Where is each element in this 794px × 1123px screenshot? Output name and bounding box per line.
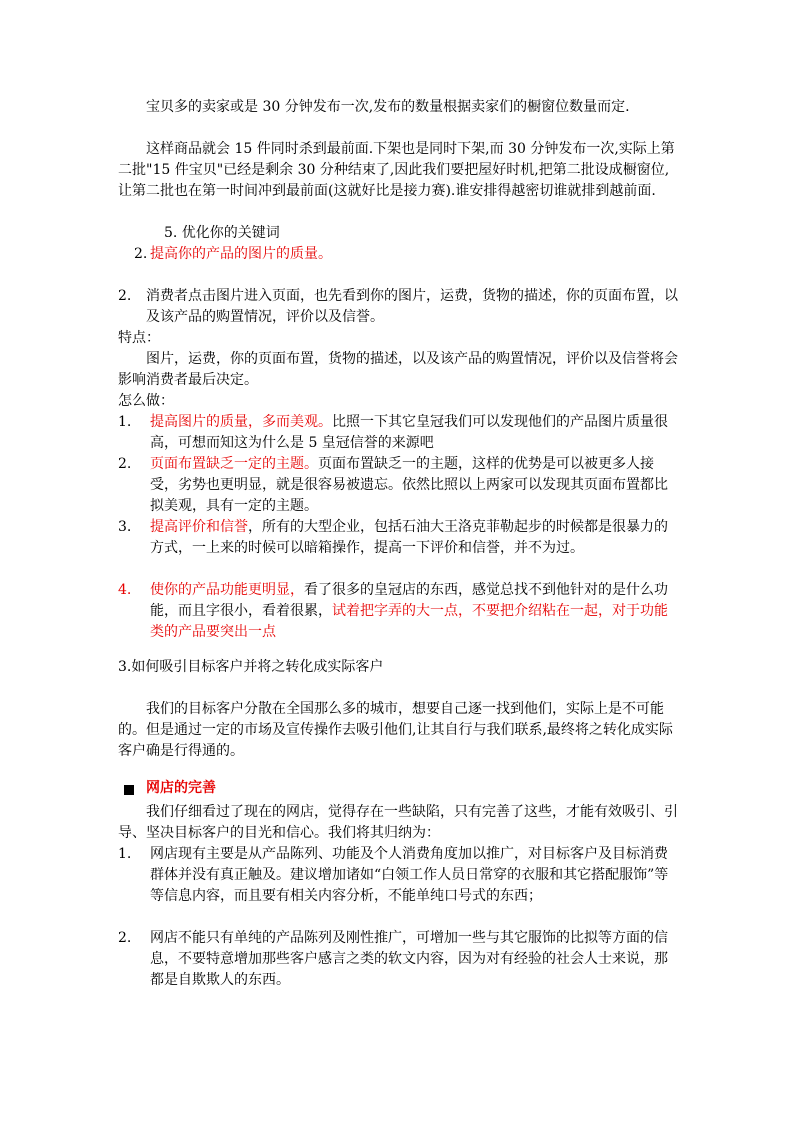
list-number: 1. — [118, 846, 132, 862]
highlight-text-2: 试着把字弄的大一点，不要把介绍粘在一起，对于功能类的产品要突出一点 — [150, 603, 668, 640]
highlight-text: 提高评价和信誉 — [150, 519, 248, 535]
body-text: ，所有的大型企业，包括石油大王洛克菲勒起步的时候都是很暴力的方式，一上来的时候可以暗箱操作，提高一下评价和信誉，并不为过。 — [150, 519, 668, 556]
label-how-to: 怎么做： — [118, 393, 174, 409]
list-text: 网店不能只有单纯的产品陈列及刚性推广，可增加一些与其它服饰的比拟等方面的信息，不要特意增加那些客户感言之类的软文内容，因为对有经验的社会人士来说，那都是自欺欺人的东西。 — [150, 930, 668, 988]
section-heading-shop-improvement: 网店的完善 — [146, 780, 216, 796]
label-features: 特点： — [118, 330, 160, 346]
body-text: 比照一下其它皇冠我们可以发现他们的产品图片质量很高，可想而知这为什么是 5 皇冠信誉的来源吧 — [150, 414, 668, 451]
list-number: 1. — [118, 414, 132, 430]
list-text: 网店现有主要是从产品陈列、功能及个人消费角度加以推广，对目标客户及目标消费群体并没有真正触及。建议增加诸如“白领工作人员日常穿的衣服和其它搭配服饰”等等信息内容，而且要有相关内容分析，不能单纯口号式的东西； — [150, 846, 669, 904]
paragraph-features: 图片，运费，你的页面布置，货物的描述，以及该产品的购置情况，评价以及信誉将会影响消费者最后决定。 — [118, 351, 678, 388]
list-number: 2. — [118, 288, 132, 304]
list-number: 4. — [118, 582, 132, 598]
square-bullet-icon — [124, 785, 134, 795]
list-text — [150, 517, 678, 559]
list-text — [150, 412, 678, 454]
list-number: 3. — [118, 519, 132, 535]
list-text — [150, 580, 678, 643]
list-number: 2. — [118, 930, 132, 946]
paragraph-target-customers: 我们的目标客户分散在全国那么多的城市，想要自己逐一找到他们，实际上是不可能的。但是通过一定的市场及宣传操作去吸引他们,让其自行与我们联系,最终将之转化成实际客户确是行得通的。 — [118, 701, 673, 759]
highlight-text: 提高图片的质量，多而美观。 — [150, 414, 332, 430]
list-text — [150, 454, 678, 517]
paragraph-shop-defects: 我们仔细看过了现在的网店，觉得存在一些缺陷，只有完善了这些，才能有效吸引、引导、坚决目标客户的目光和信心。我们将其归纳为： — [118, 804, 678, 841]
list-text: 提高你的产品的图片的质量。 — [150, 246, 332, 262]
body-text: 看了很多的皇冠店的东西，感觉总找不到他针对的是什么功能，而且字很小，看着很累， — [150, 582, 668, 619]
list-number: 2. — [134, 246, 148, 262]
highlight-text: 页面布置缺乏一定的主题。 — [150, 456, 318, 472]
body-text: 页面布置缺乏一的主题，这样的优势是可以被更多人接受，劣势也更明显，就是很容易被遗忘。依然比照以上两家可以发现其页面布置都比拟美观，具有一定的主题。 — [150, 456, 668, 514]
heading-attract-customers: 3.如何吸引目标客户并将之转化成实际客户 — [118, 659, 384, 675]
paragraph-simultaneous-listing: 这样商品就会 15 件同时杀到最前面.下架也是同时下架,而 30 分钟发布一次,实际上第二批"15 件宝贝"已经是剩余 30 分种结束了,因此我们要把屋好时机,把第二批设成橱窗位,让第二批也在第一时间冲到最前面(这就好比是接力赛).谁安排得越密切谁就排到越前面. — [118, 141, 675, 199]
list-number: 2. — [118, 456, 132, 472]
list-text: 消费者点击图片进入页面，也先看到你的图片，运费，货物的描述，你的页面布置，以及该产品的购置情况，评价以及信誉。 — [146, 288, 678, 325]
highlight-text: 使你的产品功能更明显， — [150, 582, 304, 598]
paragraph-seller-publish: 宝贝多的卖家或是 30 分钟发布一次,发布的数量根据卖家们的橱窗位数量而定. — [146, 99, 630, 115]
heading-optimize-keywords: 5. 优化你的关键词 — [164, 225, 280, 241]
